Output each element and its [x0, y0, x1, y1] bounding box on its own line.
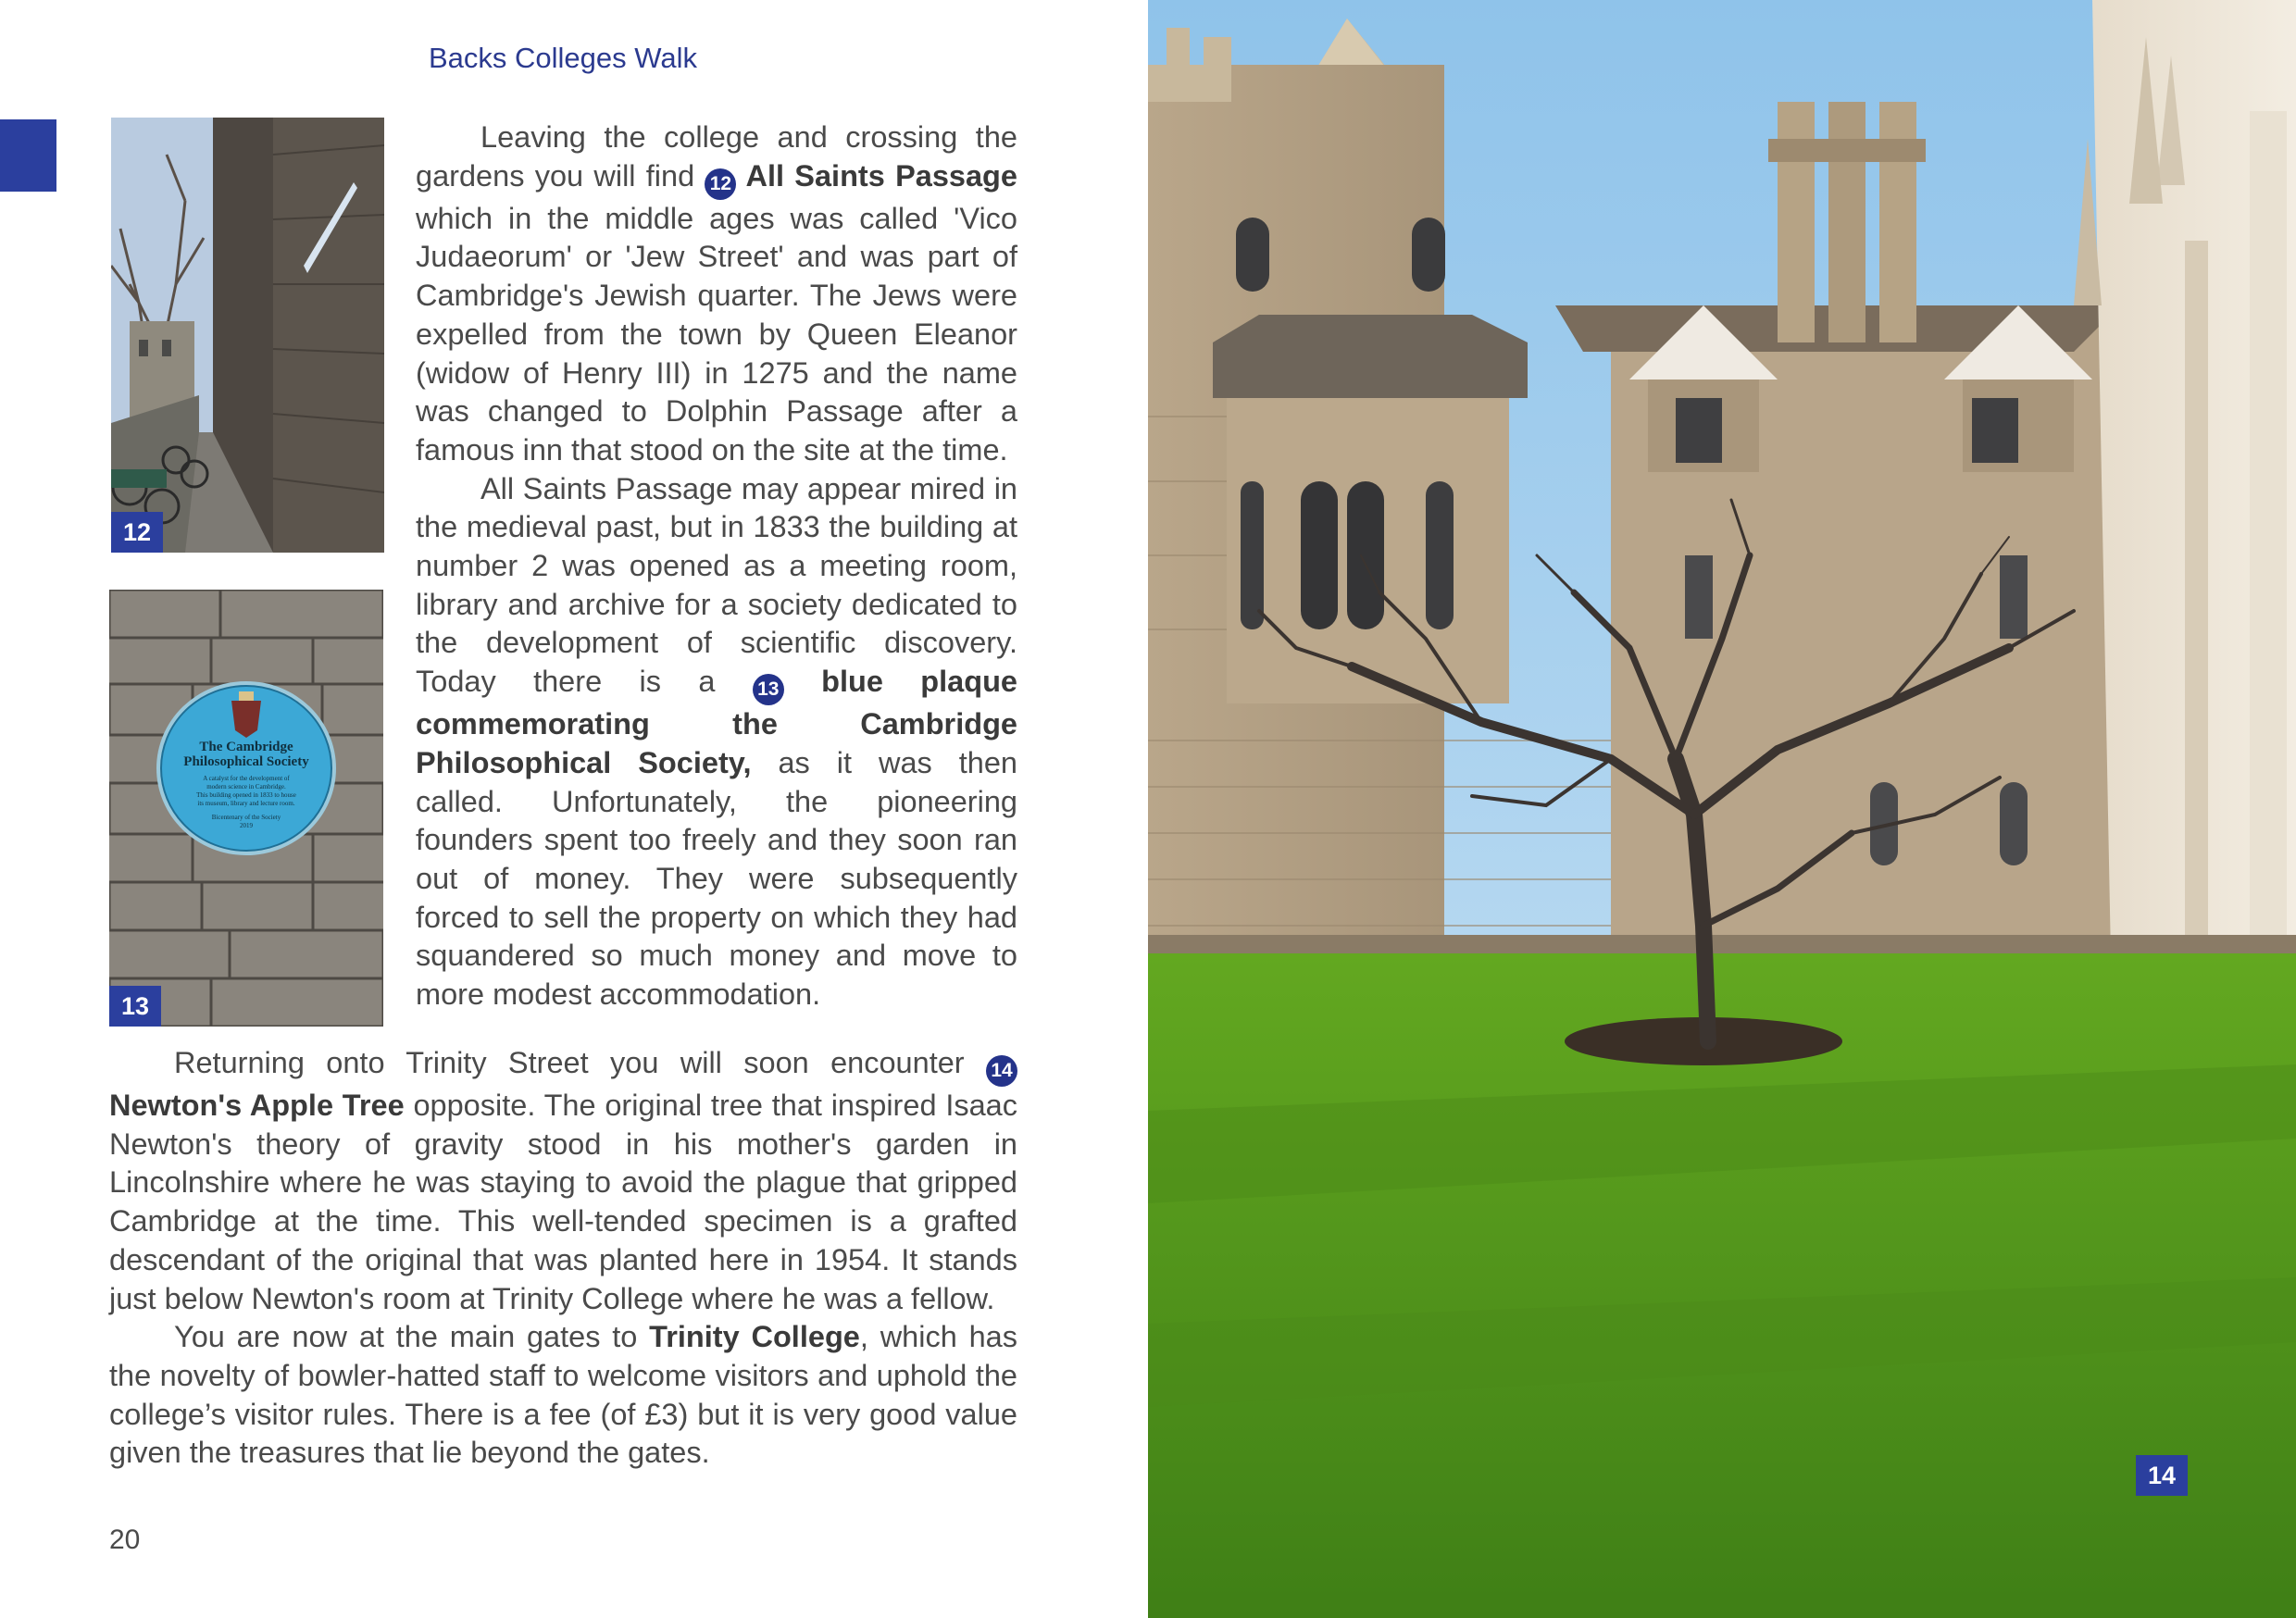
text-column-narrow	[416, 118, 1017, 1014]
marker-13-icon: 13	[753, 674, 784, 705]
photo-14-label: 14	[2136, 1455, 2188, 1496]
para2-text-end: as it was then called. Unfortunately, the pioneering founders spent too freely and they soon ran out of money. They were subsequently forced to sell the property on which they had squandered so much money and move to more modest accommodation.	[416, 745, 1017, 1012]
para3-bold: Newton's Apple Tree	[109, 1089, 405, 1122]
plaque-line2: modern science in Cambridge.	[206, 783, 286, 790]
running-head: Backs Colleges Walk	[429, 42, 698, 74]
plaque-line4: its museum, library and lecture room.	[197, 800, 295, 807]
para3-text-end: opposite. The original tree that inspired Isaac Newton's theory of gravity stood in his mother's garden in Lincolnshire where he was staying to avoid the plague that gripped Cambridge at the time. This well-tended specimen is a grafted descendant of the original that was planted here in 1954. It stands just below Newton's room at Trinity College where he was a fellow.	[109, 1089, 1017, 1315]
photo-12-label: 12	[111, 512, 163, 553]
plaque-line3: This building opened in 1833 to house	[196, 791, 296, 799]
text-column-wide	[109, 1044, 1017, 1473]
paragraph-all-saints-passage	[416, 118, 1017, 470]
para2-bold: blue plaque commemorating the Cambridge Philosophical Society,	[416, 665, 1017, 779]
page-number: 20	[109, 1525, 141, 1555]
paragraph-trinity-college	[109, 1318, 1017, 1473]
para1-text-end: which in the middle ages was called 'Vico Judaeorum' or 'Jew Street' and was part of Cambridge's Jewish quarter. The Jews were expelled from the town by Queen Eleanor (widow of Henry III) in 1275 and the name was changed to Dolphin Passage after a famous inn that stood on the site at the time.	[416, 201, 1017, 467]
paragraph-philosophical-society	[416, 470, 1017, 1014]
para4-bold: Trinity College	[649, 1320, 860, 1354]
chapter-edge-tab	[0, 119, 56, 192]
plaque-line1: A catalyst for the development of	[203, 775, 290, 782]
paragraph-newtons-apple-tree	[109, 1044, 1017, 1318]
photo-13-label: 13	[109, 986, 161, 1027]
plaque-line6: 2019	[240, 822, 253, 829]
para4-text-end: , which has the novelty of bowler-hatted staff to welcome visitors and uphold the college’s visitor rules. There is a fee (of £3) but it is very good value given the treasures that lie beyond the gates.	[109, 1320, 1017, 1470]
para1-text-start: Leaving the college and crossing the gardens you will find	[416, 120, 1017, 193]
para1-bold: All Saints Passage	[736, 158, 1017, 193]
plaque-title-line2: Philosophical Society	[183, 754, 309, 769]
photo-blue-plaque	[109, 590, 383, 1027]
plaque-title-line1: The Cambridge	[199, 740, 293, 754]
para3-text-start: Returning onto Trinity Street you will soon encounter	[174, 1046, 986, 1079]
marker-12-icon: 12	[705, 168, 736, 200]
marker-14-icon: 14	[986, 1055, 1017, 1087]
para2-text-start: All Saints Passage may appear mired in the medieval past, but in 1833 the building at number 2 was opened as a meeting room, library and archive for a society dedicated to the development of scientific discovery. Today there is a	[416, 471, 1017, 699]
photo-newtons-apple-tree	[1148, 0, 2296, 1618]
plaque-line5: Bicentenary of the Society	[211, 814, 281, 821]
para4-text-start: You are now at the main gates to	[174, 1320, 650, 1354]
plaque-text	[156, 740, 336, 830]
photo-all-saints-passage	[111, 118, 384, 553]
